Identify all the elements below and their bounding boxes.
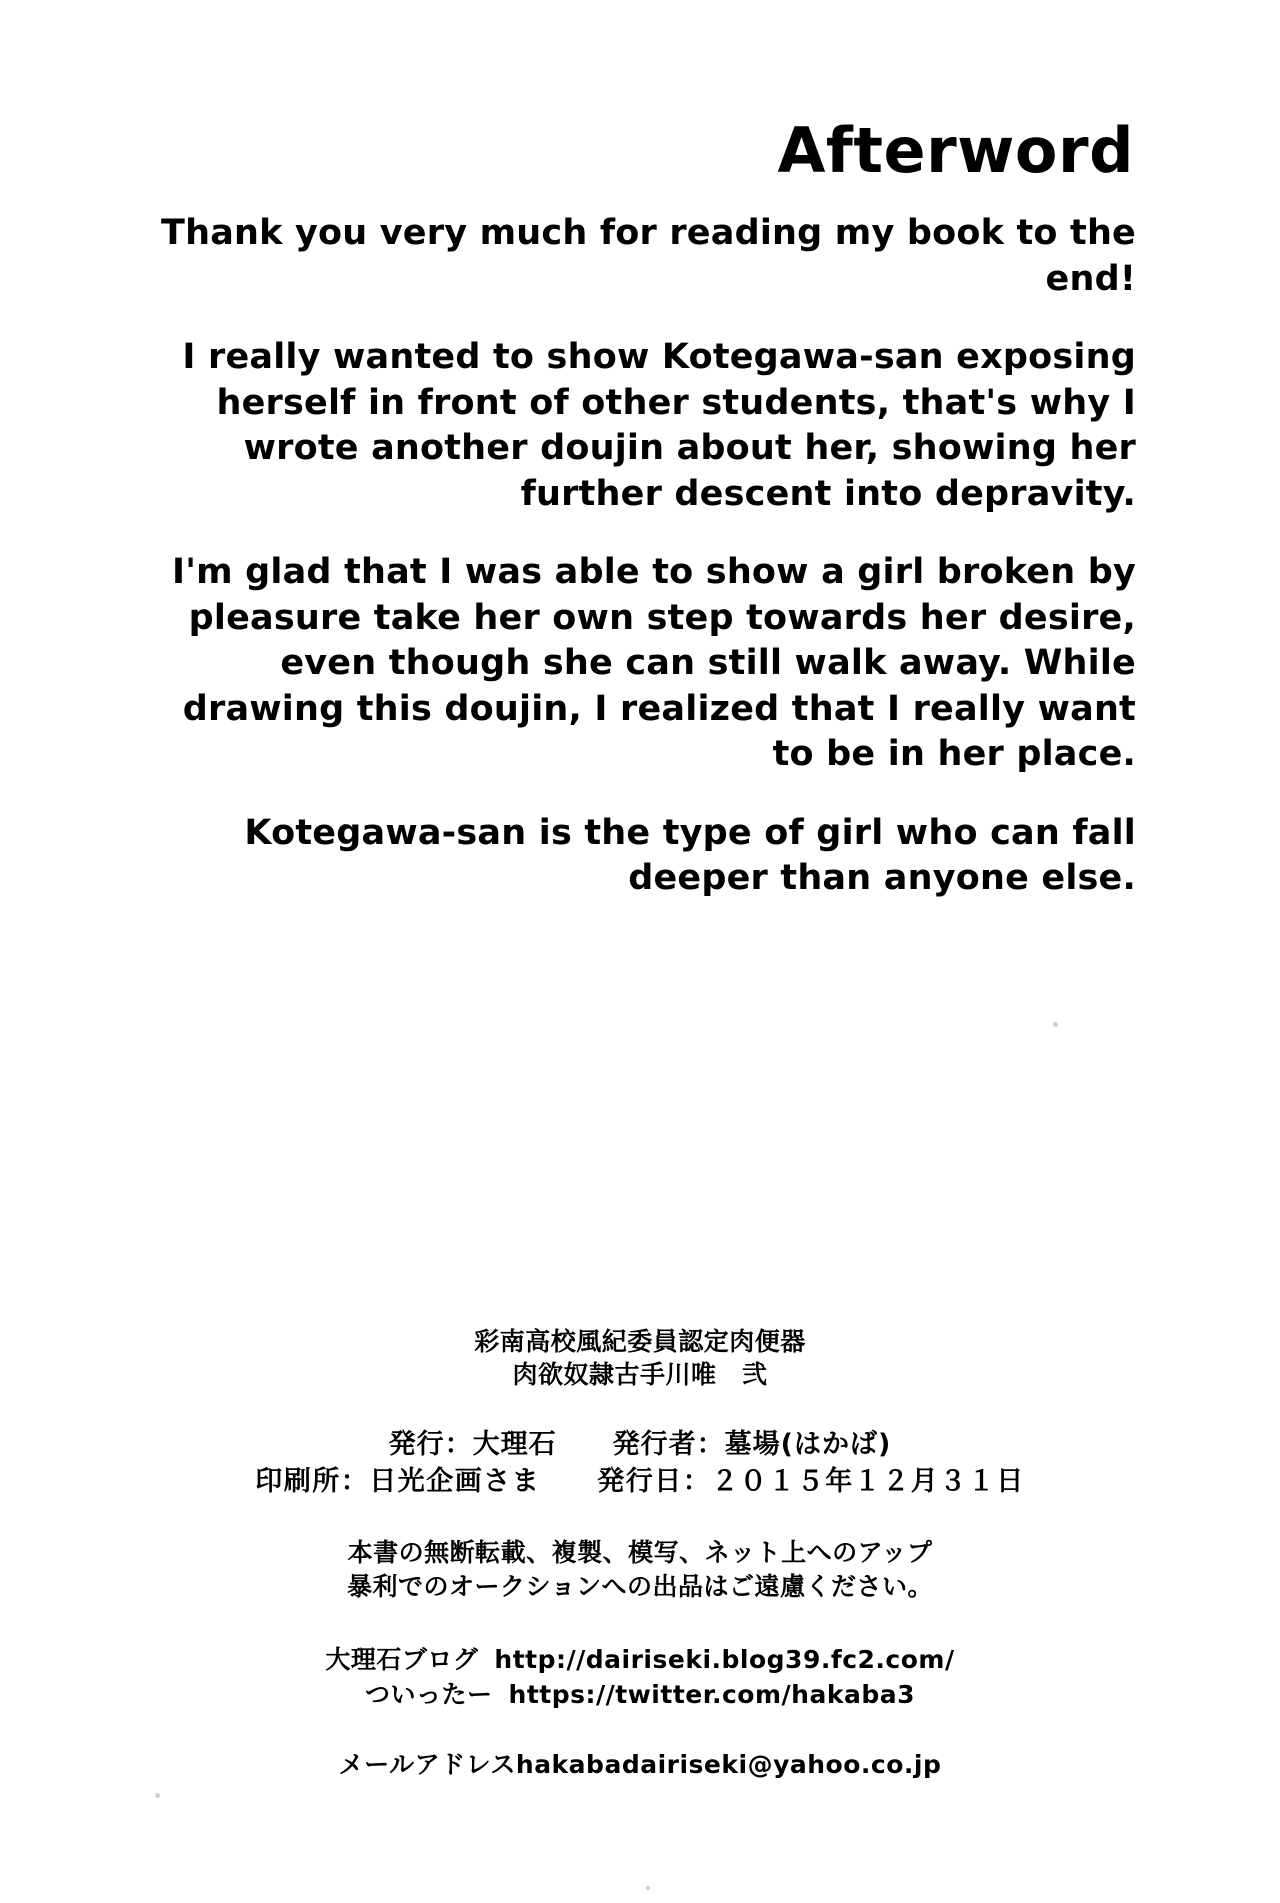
- afterword-paragraph: Thank you very much for reading my book to the end!: [161, 213, 1136, 299]
- colophon-notice-line-2: 暴利でのオークションへの出品はご遠慮ください。: [346, 1572, 933, 1602]
- colophon-links: [0, 1642, 1280, 1712]
- colophon-section: [0, 1325, 1280, 1782]
- colophon-work-title: [0, 1325, 1280, 1391]
- mail-label: メールアドレス: [338, 1750, 516, 1780]
- colophon-title-line-2: 肉欲奴隷古手川唯 弐: [512, 1360, 768, 1389]
- twitter-label: ついったー: [365, 1680, 493, 1710]
- colophon-blog-row: [0, 1642, 1280, 1677]
- colophon-notice-line-1: 本書の無断転載、複製、模写、ネット上へのアップ: [347, 1538, 933, 1568]
- afterword-section: [140, 114, 1140, 902]
- twitter-url-link[interactable]: https://twitter.com/hakaba3: [508, 1680, 915, 1710]
- blog-url-link[interactable]: http://dairiseki.blog39.fc2.com/: [494, 1645, 955, 1675]
- colophon-publisher-line: 発行：大理石 発行者：墓場(はかば): [388, 1429, 892, 1460]
- colophon-copyright-notice: [0, 1536, 1280, 1604]
- blog-label: 大理石ブログ: [325, 1645, 479, 1675]
- colophon-twitter-row: [0, 1677, 1280, 1712]
- afterword-body: [140, 211, 1140, 902]
- colophon-publication-info: [0, 1427, 1280, 1500]
- afterword-paragraph: I'm glad that I was able to show a girl broken by pleasure take her own step towards her desire, even though she can still walk away. While drawing this doujin, I realized that I really want to be in her place.: [171, 552, 1136, 775]
- scan-speckle: [1053, 1022, 1058, 1027]
- afterword-paragraph: Kotegawa-san is the type of girl who can fall deeper than anyone else.: [244, 812, 1136, 899]
- colophon-title-line-1: 彩南高校風紀委員認定肉便器: [474, 1327, 806, 1356]
- afterword-heading: Afterword: [777, 114, 1134, 187]
- scan-speckle: [155, 1793, 160, 1798]
- colophon-mail-row: [0, 1748, 1280, 1782]
- mail-address-link[interactable]: hakabadairiseki@yahoo.co.jp: [515, 1750, 942, 1780]
- afterword-paragraph: I really wanted to show Kotegawa-san exposing herself in front of other students, that's why I wrote another doujin about her, showing her further descent into depravity.: [182, 337, 1136, 514]
- colophon-printer-line: 印刷所：日光企画さま 発行日：２０１５年１２月３１日: [255, 1465, 1025, 1497]
- scan-speckle: [646, 1886, 650, 1890]
